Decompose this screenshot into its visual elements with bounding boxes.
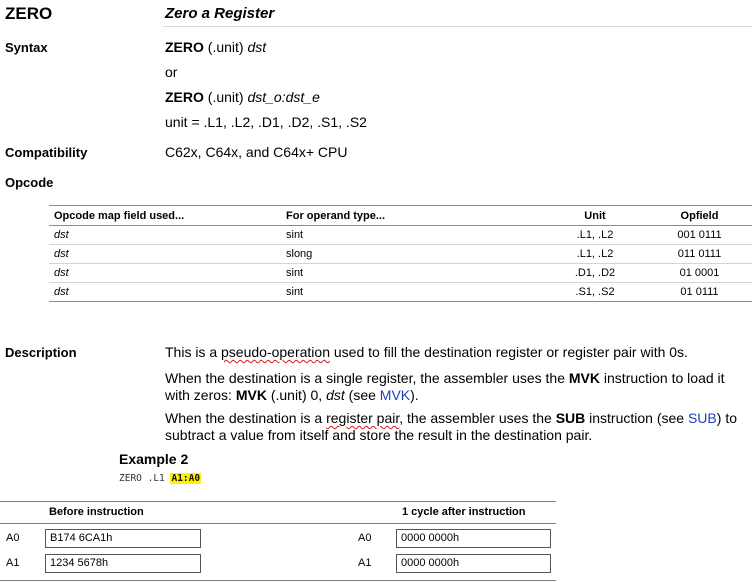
syntax-form-2 bbox=[165, 89, 320, 105]
compatibility-label: Compatibility bbox=[5, 145, 88, 160]
column-header: Opcode map field used... bbox=[49, 206, 281, 226]
text: used to fill the destination register or register pair with 0s. bbox=[330, 344, 688, 360]
pseudo-operation-term: pseudo-operation bbox=[221, 344, 330, 360]
code-highlight: A1:A0 bbox=[171, 473, 201, 484]
column-header: Opfield bbox=[647, 206, 752, 226]
syntax-operand: dst_o:dst_e bbox=[247, 89, 320, 105]
table-row bbox=[49, 264, 752, 283]
instruction-title: Zero a Register bbox=[165, 5, 275, 22]
text: instruction (see bbox=[585, 410, 688, 426]
syntax-or: or bbox=[165, 64, 178, 80]
text: instruction to load it with zeros: bbox=[165, 370, 725, 403]
sub-term: SUB bbox=[555, 410, 586, 426]
table-header-row bbox=[49, 206, 752, 226]
syntax-mnemonic: ZERO bbox=[165, 89, 204, 105]
syntax-form-1 bbox=[165, 39, 266, 55]
text: , the assembler uses the bbox=[399, 410, 556, 426]
mvk-term: MVK bbox=[235, 387, 267, 403]
header-divider bbox=[163, 26, 752, 27]
syntax-unit: (.unit) bbox=[207, 39, 244, 55]
sub-link[interactable]: SUB bbox=[687, 410, 717, 426]
syntax-units-line: unit = .L1, .L2, .D1, .D2, .S1, .S2 bbox=[165, 114, 367, 130]
opcode-table bbox=[49, 205, 752, 302]
table-cell: sint bbox=[281, 226, 543, 245]
register-table bbox=[0, 501, 556, 581]
header-divider bbox=[0, 523, 556, 524]
table-cell: 011 0111 bbox=[647, 245, 752, 264]
table-cell: dst bbox=[49, 245, 281, 264]
description-label: Description bbox=[5, 345, 77, 360]
instruction-mnemonic: ZERO bbox=[5, 4, 53, 23]
text: (.unit) 0, bbox=[266, 387, 327, 403]
table-row bbox=[49, 283, 752, 302]
mvk-link[interactable]: MVK bbox=[379, 387, 411, 403]
table-cell: .S1, .S2 bbox=[543, 283, 647, 302]
text: When the destination is a single register, the assembler uses the bbox=[165, 370, 569, 386]
before-header: Before instruction bbox=[49, 506, 144, 518]
text: ). bbox=[410, 387, 419, 403]
table-cell: dst bbox=[49, 264, 281, 283]
text: When the destination is a bbox=[165, 410, 327, 426]
opcode-label: Opcode bbox=[5, 175, 54, 190]
syntax-operand: dst bbox=[247, 39, 267, 55]
after-header: 1 cycle after instruction bbox=[402, 506, 526, 518]
syntax-mnemonic: ZERO bbox=[165, 39, 204, 55]
register-name: A0 bbox=[6, 532, 20, 544]
table-cell: sint bbox=[281, 283, 543, 302]
syntax-label: Syntax bbox=[5, 40, 48, 55]
code-text: ZERO .L1 bbox=[119, 473, 171, 484]
text: ) to subtract a value from itself and store the result in the destination pair. bbox=[165, 410, 737, 443]
description-paragraph-2 bbox=[165, 370, 752, 404]
example-code bbox=[119, 473, 201, 484]
table-cell: .L1, .L2 bbox=[543, 226, 647, 245]
table-cell: .L1, .L2 bbox=[543, 245, 647, 264]
compatibility-value: C62x, C64x, and C64x+ CPU bbox=[165, 144, 348, 160]
mvk-term: MVK bbox=[568, 370, 601, 386]
table-cell: dst bbox=[49, 283, 281, 302]
example-heading: Example 2 bbox=[119, 451, 189, 467]
register-name: A1 bbox=[6, 557, 20, 569]
column-header: For operand type... bbox=[281, 206, 543, 226]
register-pair-term: register pair bbox=[326, 410, 400, 426]
register-name: A1 bbox=[358, 557, 372, 569]
table-cell: 001 0111 bbox=[647, 226, 752, 245]
register-before-value: 1234 5678h bbox=[45, 554, 201, 573]
table-cell: slong bbox=[281, 245, 543, 264]
text: This is a bbox=[165, 344, 222, 360]
register-before-value: B174 6CA1h bbox=[45, 529, 201, 548]
register-after-value: 0000 0000h bbox=[396, 554, 551, 573]
description-paragraph-3 bbox=[165, 410, 752, 444]
description-paragraph-1 bbox=[165, 344, 752, 361]
dst-term: dst bbox=[326, 387, 345, 403]
table-cell: 01 0111 bbox=[647, 283, 752, 302]
table-cell: .D1, .D2 bbox=[543, 264, 647, 283]
text: (see bbox=[344, 387, 380, 403]
table-cell: 01 0001 bbox=[647, 264, 752, 283]
table-cell: dst bbox=[49, 226, 281, 245]
register-after-value: 0000 0000h bbox=[396, 529, 551, 548]
column-header: Unit bbox=[543, 206, 647, 226]
table-row bbox=[49, 226, 752, 245]
syntax-unit: (.unit) bbox=[207, 89, 244, 105]
register-name: A0 bbox=[358, 532, 372, 544]
table-cell: sint bbox=[281, 264, 543, 283]
table-row bbox=[49, 245, 752, 264]
